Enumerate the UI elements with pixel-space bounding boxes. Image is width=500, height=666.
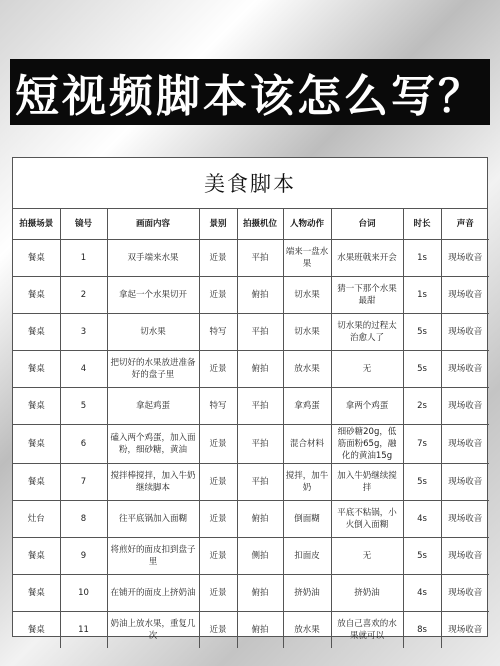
cell-dialogue: 细砂糖20g，低筋面粉65g，融化的黄油15g — [331, 425, 403, 464]
cell-shot-number: 2 — [60, 277, 107, 314]
cell-sound: 现场收音 — [441, 277, 489, 314]
cell-sound: 现场收音 — [441, 351, 489, 388]
cell-camera-position: 俯拍 — [237, 575, 283, 612]
column-header-camera-position: 拍摄机位 — [237, 209, 283, 240]
column-header-dialogue: 台词 — [331, 209, 403, 240]
table-row — [13, 575, 489, 612]
script-sheet — [12, 157, 488, 641]
cell-frame-content: 拿起一个水果切开 — [107, 277, 199, 314]
cell-sound: 现场收音 — [441, 388, 489, 425]
cell-shot-size: 特写 — [199, 314, 237, 351]
table-header-row — [13, 209, 489, 240]
cell-shot-number: 3 — [60, 314, 107, 351]
table-row — [13, 538, 489, 575]
cell-shot-number: 11 — [60, 612, 107, 649]
page-title: 短视频脚本该怎么写？ — [10, 59, 490, 125]
cell-scene: 餐桌 — [13, 314, 60, 351]
cell-duration: 5s — [403, 314, 441, 351]
cell-scene: 灶台 — [13, 501, 60, 538]
cell-sound: 现场收音 — [441, 314, 489, 351]
cell-scene: 餐桌 — [13, 351, 60, 388]
cell-duration: 4s — [403, 501, 441, 538]
cell-shot-number: 7 — [60, 464, 107, 501]
table-row — [13, 351, 489, 388]
cell-shot-number: 1 — [60, 240, 107, 277]
cell-dialogue: 加入牛奶继续搅拌 — [331, 464, 403, 501]
cell-scene: 餐桌 — [13, 538, 60, 575]
cell-shot-number: 8 — [60, 501, 107, 538]
script-table — [13, 209, 489, 648]
cell-scene: 餐桌 — [13, 464, 60, 501]
cell-duration: 1s — [403, 277, 441, 314]
cell-character-action: 端来一盘水果 — [283, 240, 331, 277]
table-row — [13, 464, 489, 501]
cell-scene: 餐桌 — [13, 277, 60, 314]
cell-camera-position: 平拍 — [237, 464, 283, 501]
table-row — [13, 501, 489, 538]
cell-duration: 4s — [403, 575, 441, 612]
cell-scene: 餐桌 — [13, 575, 60, 612]
cell-scene: 餐桌 — [13, 612, 60, 649]
cell-shot-size: 近景 — [199, 538, 237, 575]
cell-sound: 现场收音 — [441, 464, 489, 501]
cell-frame-content: 奶油上放水果，重复几次 — [107, 612, 199, 649]
cell-frame-content: 双手端来水果 — [107, 240, 199, 277]
column-header-duration: 时长 — [403, 209, 441, 240]
cell-character-action: 拿鸡蛋 — [283, 388, 331, 425]
cell-dialogue: 猜一下那个水果最甜 — [331, 277, 403, 314]
cell-dialogue: 放自己喜欢的水果就可以 — [331, 612, 403, 649]
cell-scene: 餐桌 — [13, 388, 60, 425]
script-title: 美食脚本 — [13, 158, 487, 209]
column-header-scene: 拍摄场景 — [13, 209, 60, 240]
cell-camera-position: 平拍 — [237, 240, 283, 277]
table-row — [13, 612, 489, 649]
cell-character-action: 切水果 — [283, 314, 331, 351]
cell-character-action: 切水果 — [283, 277, 331, 314]
cell-frame-content: 往平底锅加入面糊 — [107, 501, 199, 538]
cell-sound: 现场收音 — [441, 240, 489, 277]
cell-sound: 现场收音 — [441, 538, 489, 575]
cell-frame-content: 把切好的水果放进准备好的盘子里 — [107, 351, 199, 388]
column-header-character-action: 人物动作 — [283, 209, 331, 240]
cell-duration: 7s — [403, 425, 441, 464]
cell-sound: 现场收音 — [441, 612, 489, 649]
cell-dialogue: 切水果的过程太治愈人了 — [331, 314, 403, 351]
cell-shot-size: 近景 — [199, 277, 237, 314]
cell-sound: 现场收音 — [441, 501, 489, 538]
cell-scene: 餐桌 — [13, 240, 60, 277]
cell-shot-number: 9 — [60, 538, 107, 575]
cell-character-action: 扣面皮 — [283, 538, 331, 575]
cell-dialogue: 平底不粘锅，小火倒入面糊 — [331, 501, 403, 538]
cell-duration: 1s — [403, 240, 441, 277]
cell-character-action: 挤奶油 — [283, 575, 331, 612]
cell-dialogue: 拿两个鸡蛋 — [331, 388, 403, 425]
column-header-frame-content: 画面内容 — [107, 209, 199, 240]
cell-frame-content: 切水果 — [107, 314, 199, 351]
table-row — [13, 314, 489, 351]
cell-frame-content: 将煎好的面皮扣到盘子里 — [107, 538, 199, 575]
cell-shot-size: 近景 — [199, 240, 237, 277]
cell-shot-number: 10 — [60, 575, 107, 612]
cell-frame-content: 在铺开的面皮上挤奶油 — [107, 575, 199, 612]
cell-character-action: 混合材料 — [283, 425, 331, 464]
cell-duration: 8s — [403, 612, 441, 649]
cell-character-action: 放水果 — [283, 351, 331, 388]
cell-shot-size: 近景 — [199, 501, 237, 538]
cell-shot-size: 近景 — [199, 425, 237, 464]
cell-duration: 5s — [403, 538, 441, 575]
cell-duration: 5s — [403, 351, 441, 388]
cell-sound: 现场收音 — [441, 575, 489, 612]
cell-shot-size: 近景 — [199, 464, 237, 501]
cell-camera-position: 平拍 — [237, 314, 283, 351]
cell-duration: 2s — [403, 388, 441, 425]
table-row — [13, 277, 489, 314]
cell-scene: 餐桌 — [13, 425, 60, 464]
cell-dialogue: 挤奶油 — [331, 575, 403, 612]
column-header-shot-number: 镜号 — [60, 209, 107, 240]
cell-shot-size: 近景 — [199, 351, 237, 388]
cell-shot-size: 近景 — [199, 612, 237, 649]
column-header-shot-size: 景别 — [199, 209, 237, 240]
table-row — [13, 388, 489, 425]
cell-frame-content: 磕入两个鸡蛋，加入面粉，细砂糖，黄油 — [107, 425, 199, 464]
cell-shot-size: 特写 — [199, 388, 237, 425]
cell-frame-content: 搅拌棒搅拌，加入牛奶继续脚本 — [107, 464, 199, 501]
cell-dialogue: 无 — [331, 538, 403, 575]
cell-camera-position: 俯拍 — [237, 351, 283, 388]
cell-camera-position: 侧拍 — [237, 538, 283, 575]
cell-frame-content: 拿起鸡蛋 — [107, 388, 199, 425]
cell-duration: 5s — [403, 464, 441, 501]
cell-shot-number: 5 — [60, 388, 107, 425]
cell-sound: 现场收音 — [441, 425, 489, 464]
cell-shot-number: 4 — [60, 351, 107, 388]
table-row — [13, 425, 489, 464]
cell-camera-position: 平拍 — [237, 388, 283, 425]
table-row — [13, 240, 489, 277]
cell-dialogue: 水果班戟来开会 — [331, 240, 403, 277]
cell-camera-position: 俯拍 — [237, 277, 283, 314]
cell-shot-size: 近景 — [199, 575, 237, 612]
cell-camera-position: 平拍 — [237, 425, 283, 464]
column-header-sound: 声音 — [441, 209, 489, 240]
cell-character-action: 倒面糊 — [283, 501, 331, 538]
cell-character-action: 放水果 — [283, 612, 331, 649]
cell-character-action: 搅拌，加牛奶 — [283, 464, 331, 501]
cell-dialogue: 无 — [331, 351, 403, 388]
cell-camera-position: 俯拍 — [237, 612, 283, 649]
cell-shot-number: 6 — [60, 425, 107, 464]
cell-camera-position: 俯拍 — [237, 501, 283, 538]
